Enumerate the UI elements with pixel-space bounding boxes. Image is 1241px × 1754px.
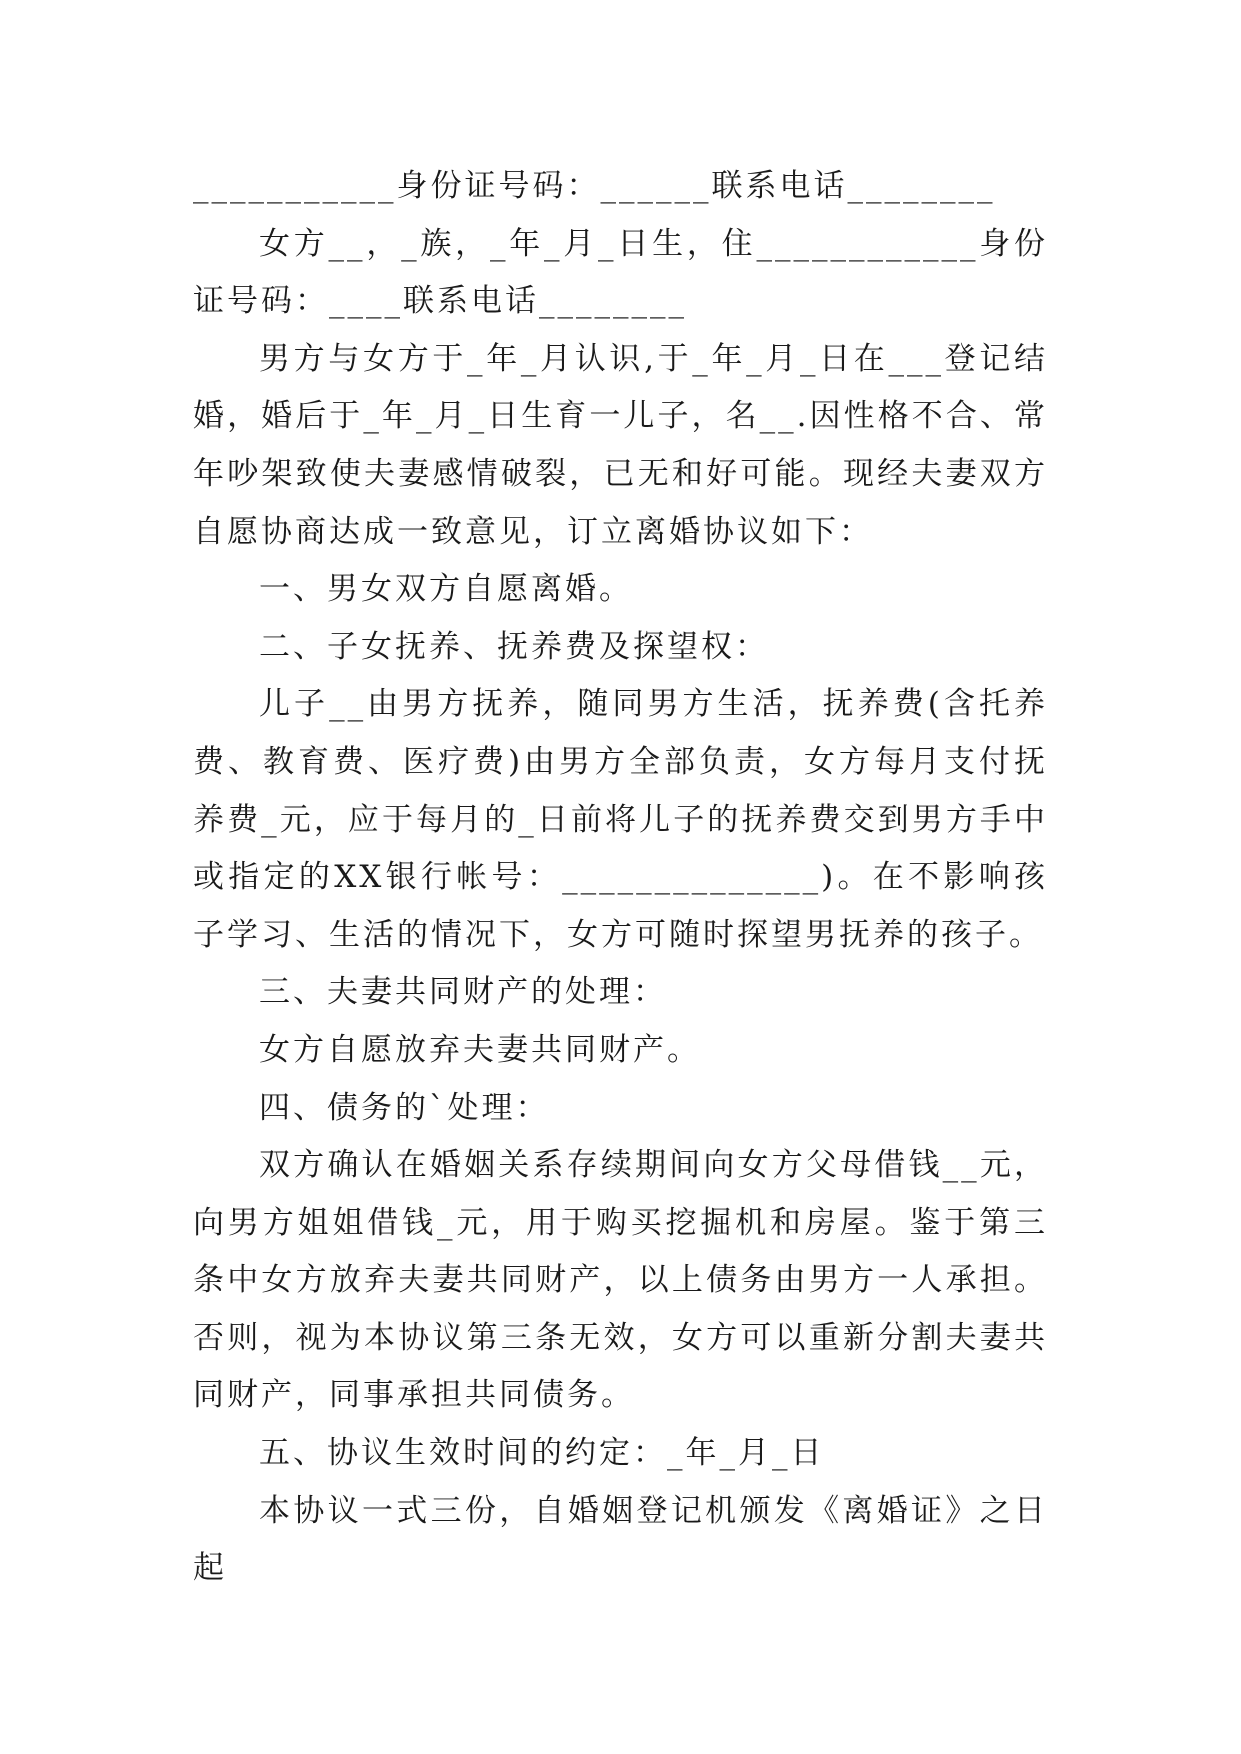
clause-5-heading: 五、协议生效时间的约定：_年_月_日 [259, 1435, 825, 1472]
paragraph-female-party-info: 女方__，_族，_年_月_日生，住____________身份证号码：____联系电话________ [193, 225, 1048, 320]
document-body [193, 158, 1048, 1598]
clause-3-heading: 三、夫妻共同财产的处理： [259, 974, 667, 1011]
paragraph-marriage-background: 男方与女方于_年_月认识,于_年_月_日在___登记结婚，婚后于_年_月_日生育一儿子，名__.因性格不合、常年吵架致使夫妻感情破裂，已无和好可能。现经夫妻双方自愿协商达成一致意见，订立离婚协议如下： [193, 340, 1048, 550]
closing-paragraph: 本协议一式三份，自婚姻登记机颁发《离婚证》之日起 [193, 1492, 1048, 1587]
clause-1-heading: 一、男女双方自愿离婚。 [259, 571, 633, 608]
paragraph-male-party-contact: ___________身份证号码：______联系电话________ [193, 168, 996, 204]
clause-3-body: 女方自愿放弃夫妻共同财产。 [259, 1031, 701, 1068]
clause-4-heading: 四、债务的`处理： [259, 1089, 550, 1126]
clause-4-body: 双方确认在婚姻关系存续期间向女方父母借钱__元，向男方姐姐借钱_元，用于购买挖掘机和房屋。鉴于第三条中女方放弃夫妻共同财产，以上债务由男方一人承担。否则，视为本协议第三条无效，女方可以重新分割夫妻共同财产，同事承担共同债务。 [193, 1147, 1048, 1414]
clause-2-heading: 二、子女抚养、抚养费及探望权： [259, 628, 769, 665]
clause-2-body: 儿子__由男方抚养，随同男方生活，抚养费(含托养费、教育费、医疗费)由男方全部负责，女方每月支付抚养费_元，应于每月的_日前将儿子的抚养费交到男方手中或指定的XX银行帐号：______________)。在不影响孩子学习、生活的情况下，女方可随时探望男抚养的孩子。 [193, 686, 1048, 953]
